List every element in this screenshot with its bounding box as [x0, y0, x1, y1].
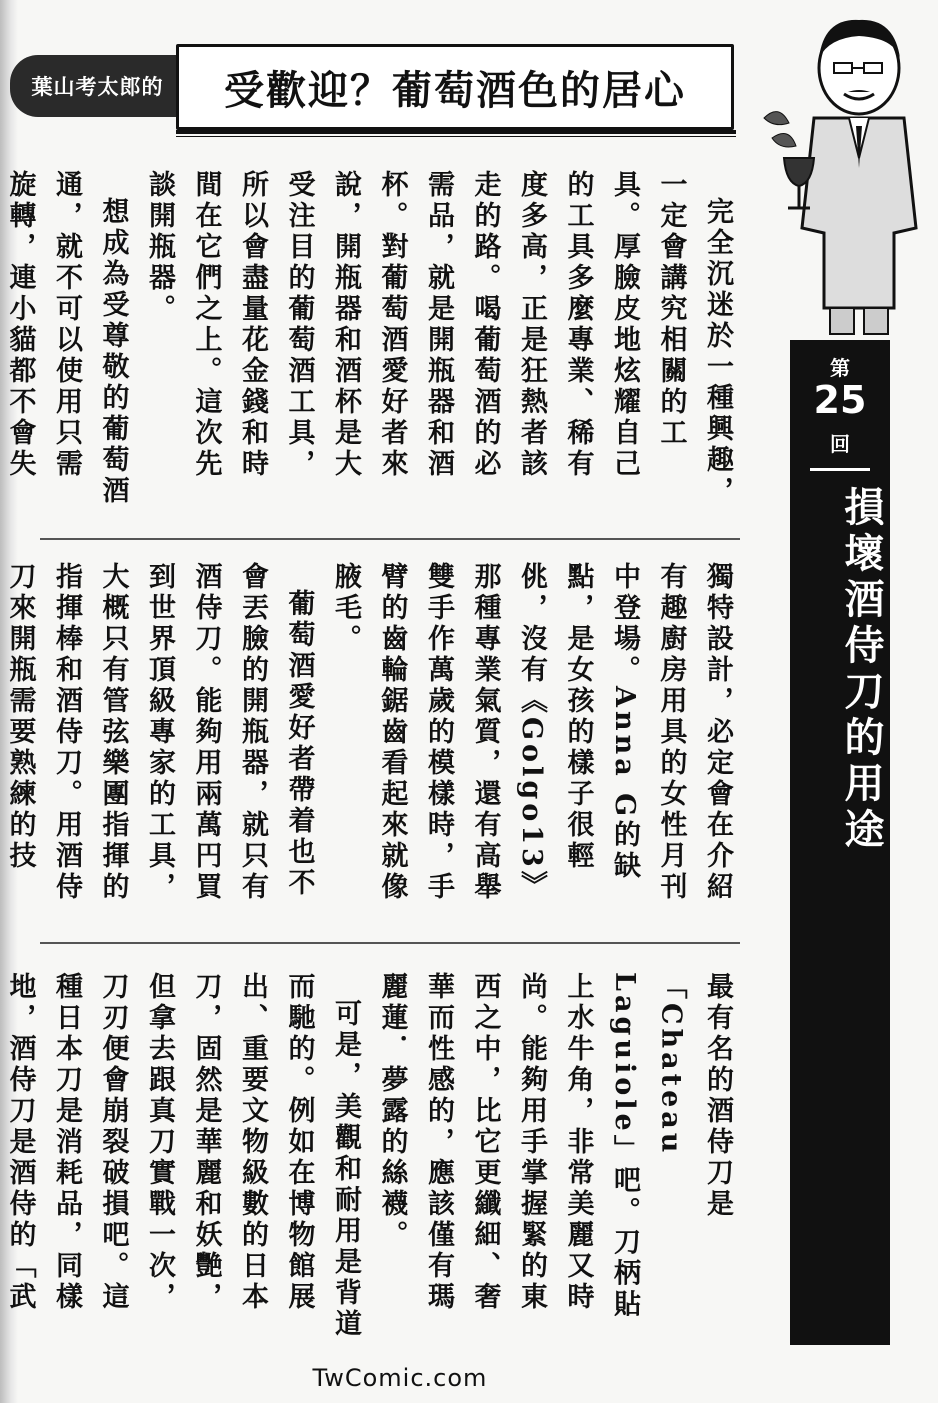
- column-title: 受歡迎？葡萄酒色的居心: [176, 44, 734, 130]
- chapter-unit: 回: [830, 432, 850, 456]
- author-caricature-illustration: [744, 8, 938, 338]
- paragraph: 想成為受尊敬的葡萄酒通，就不可以使用只需旋轉，連小貓都不會失: [4, 170, 129, 507]
- chapter-title: 損壞酒侍刀的用途: [838, 486, 884, 854]
- text-section-1: [4, 170, 740, 510]
- chapter-divider: [810, 468, 870, 471]
- text-section-2: [4, 562, 740, 928]
- chapter-ordinal: 第: [830, 356, 850, 380]
- chapter-number: 25: [813, 378, 867, 422]
- chapter-band: [790, 340, 890, 1345]
- section-divider: [40, 942, 740, 944]
- paragraph: 最有名的酒侍刀是「Chateau Laguiole」吧。刀柄貼上水牛角，非常美麗又時尚。能夠用手掌握緊的東西之中，比它更纖細、奢華而性感的，應該僅有瑪麗蓮．夢露的絲襪。: [376, 972, 733, 1321]
- text-section-3: [4, 972, 740, 1342]
- section-divider: [40, 538, 740, 540]
- paragraph: 可是，美觀和耐用是背道而馳的。例如在博物館展出、重要文物級數的日本刀，固然是華麗和妖艷，但拿去跟真刀實戰一次，刀刃便會崩裂破損吧。這種日本刀是消耗品，同樣地，酒侍刀是酒侍的「武: [4, 972, 361, 1340]
- header-rule: [176, 130, 736, 134]
- site-watermark: TwComic.com: [312, 1364, 488, 1392]
- author-tag: 葉山考太郎的: [10, 55, 185, 117]
- paragraph: 獨特設計，必定會在介紹有趣廚房用具的女性月刊中登場。Anna G的缺點，是女孩的樣子很輕佻，沒有《Golgo13》那種專業氣質，還有高舉雙手作萬歲的模樣時，手臂的齒輪鋸齒看起來就像腋毛。: [330, 562, 733, 903]
- paragraph: 葡萄酒愛好者帶着也不會丟臉的開瓶器，就只有酒侍刀。能夠用兩萬円買到世界頂級專家的工具，大概只有管弦樂團指揮的指揮棒和酒侍刀。用酒侍刀來開瓶需要熟練的技: [4, 562, 315, 903]
- header-rule-thin: [176, 136, 736, 137]
- paragraph: 完全沉迷於一種興趣，一定會講究相關的工具。厚臉皮地炫耀自己的工具多麼專業、稀有度多高，正是狂熱者該走的路。喝葡萄酒的必需品，就是開瓶器和酒杯。對葡萄酒愛好者來說，開瓶器和酒杯是大受注目的葡萄酒工具，所以會盡量花金錢和時間在它們之上。這次先談開瓶器。: [144, 170, 733, 507]
